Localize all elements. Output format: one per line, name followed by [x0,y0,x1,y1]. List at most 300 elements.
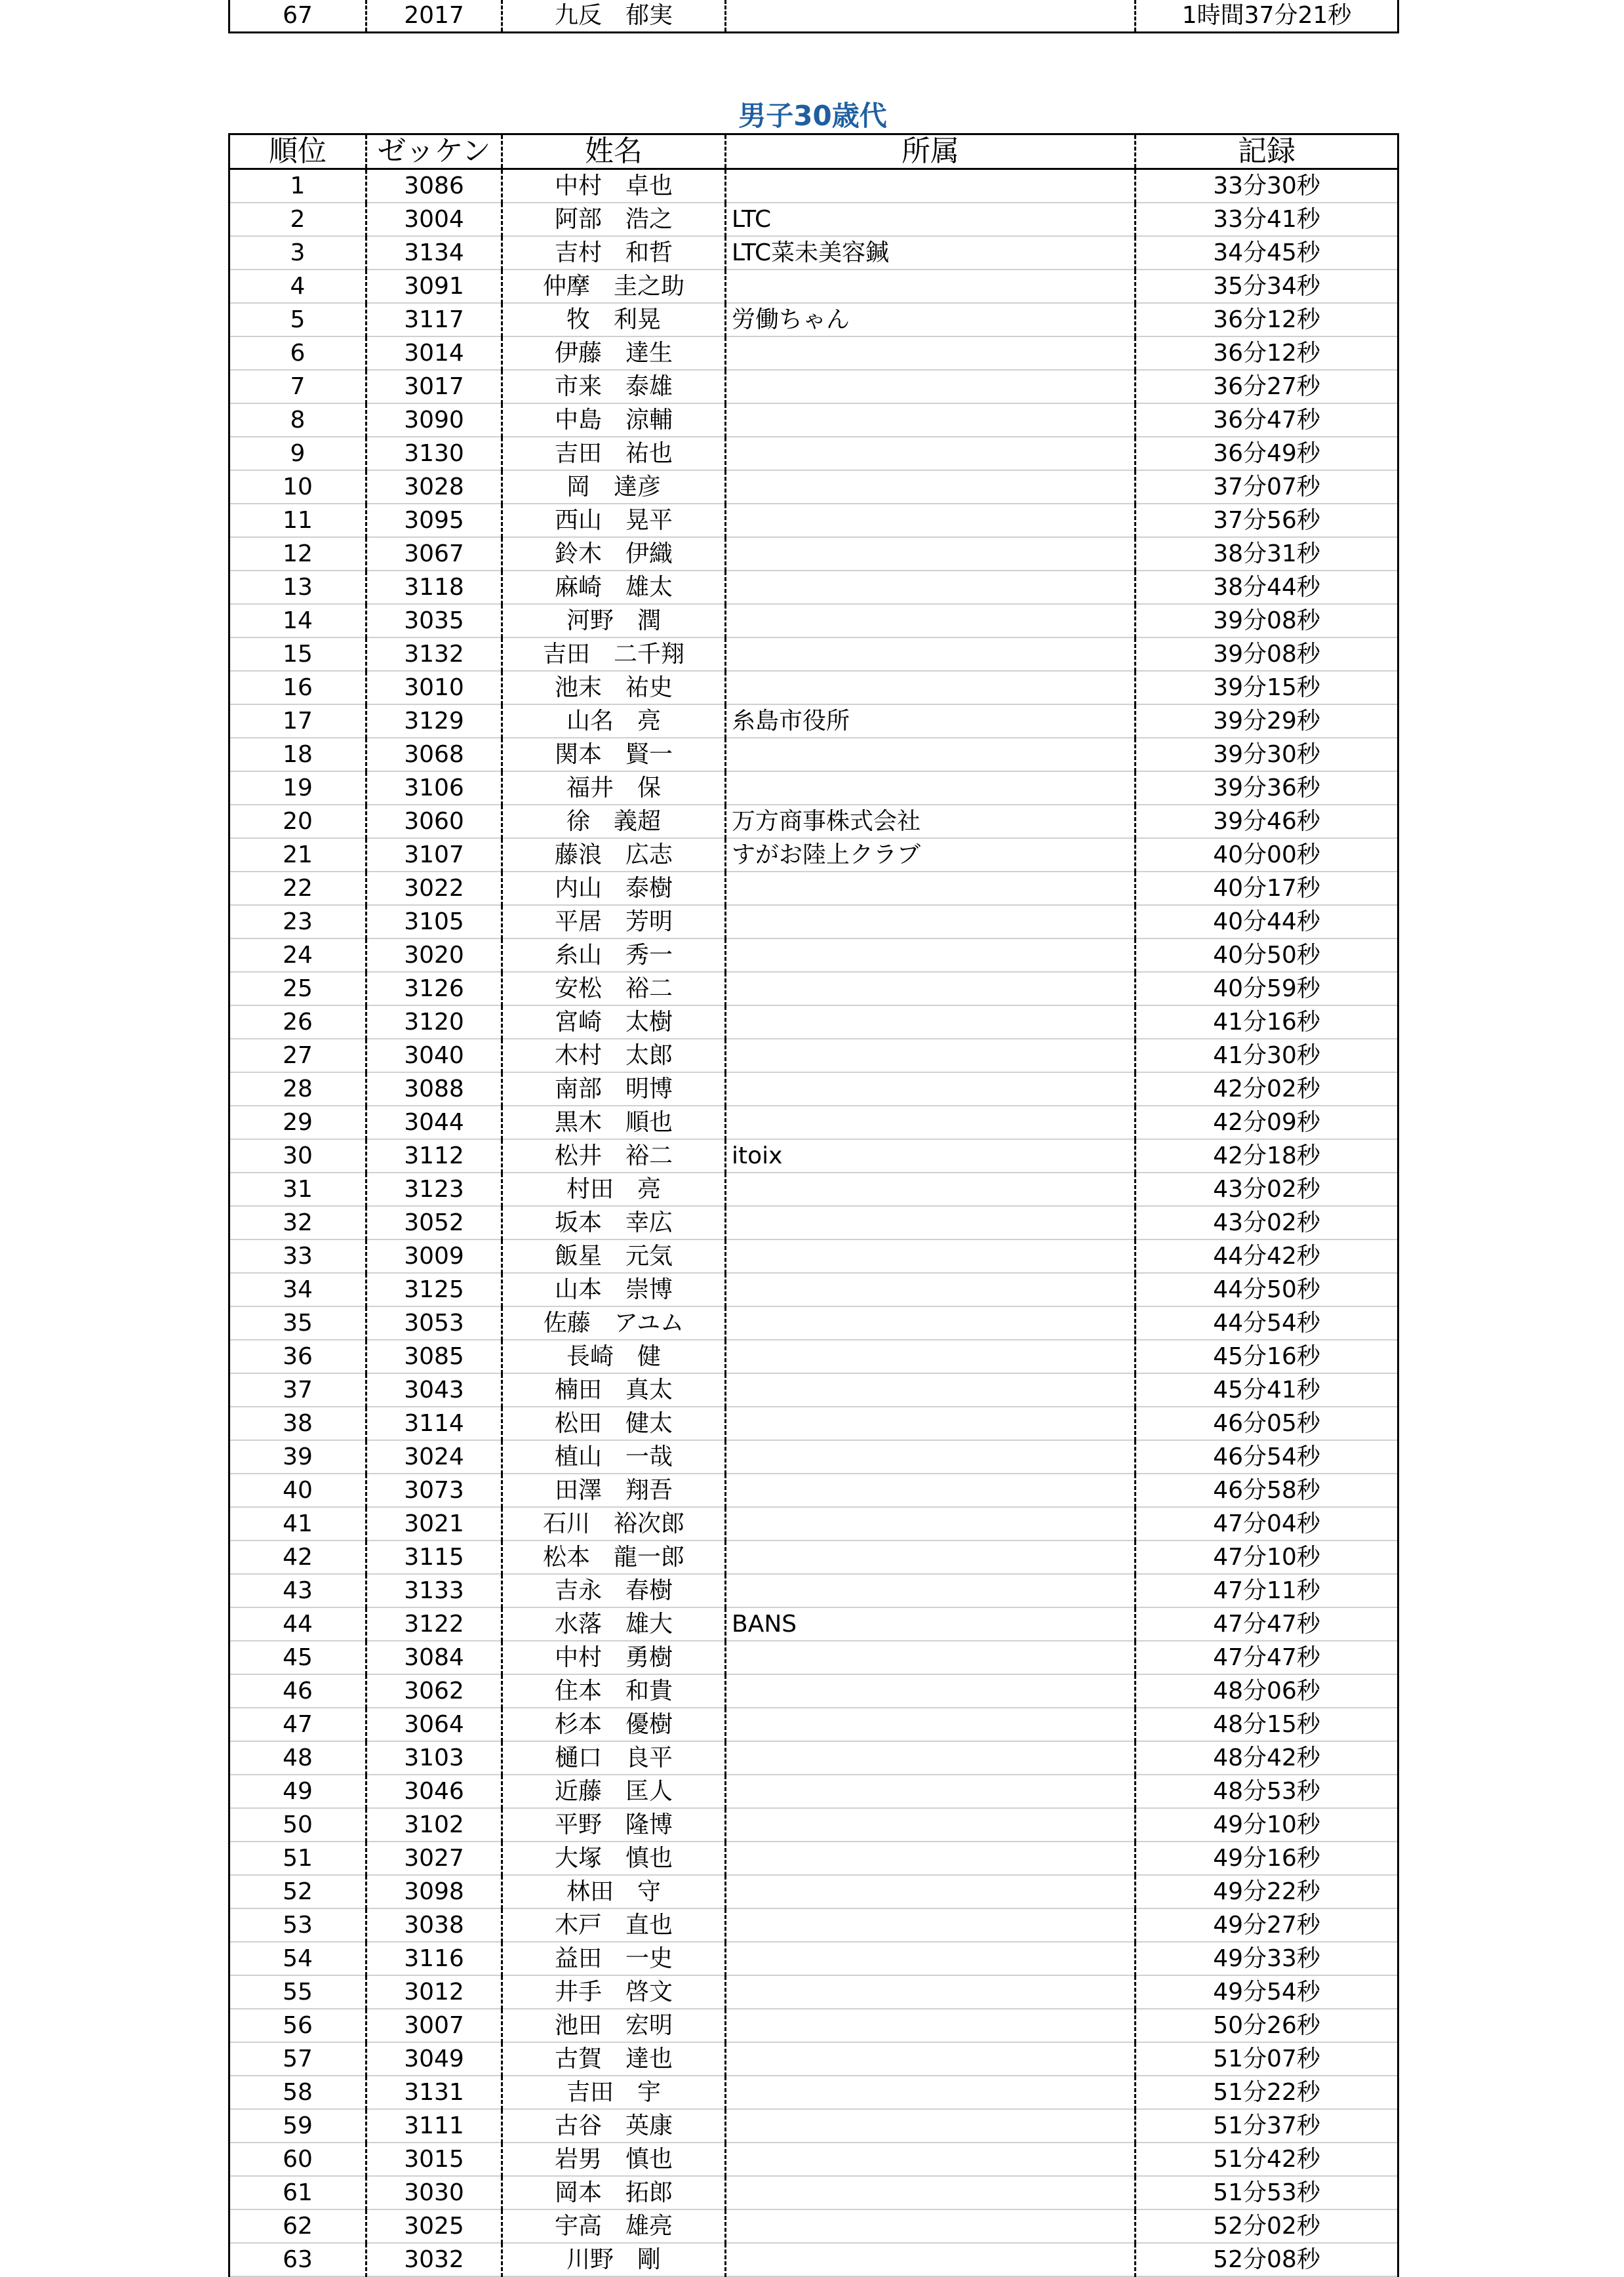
rank-cell: 38 [229,1407,366,1440]
affiliation-cell: LTC [726,203,1136,236]
time-cell: 52分08秒 [1136,2243,1398,2276]
table-row [229,872,1398,905]
bib-cell: 3103 [366,1741,502,1775]
name-cell: 黒木 順也 [502,1106,726,1139]
rank-cell: 13 [229,571,366,604]
name-cell: 河野 潤 [502,604,726,637]
table-row [229,1005,1398,1039]
bib-cell: 3102 [366,1808,502,1842]
time-cell: 51分37秒 [1136,2109,1398,2143]
affiliation-cell [726,1407,1136,1440]
affiliation-cell [726,1741,1136,1775]
bib-cell: 3040 [366,1039,502,1072]
table-row [229,704,1398,738]
affiliation-cell [726,1440,1136,1474]
table-row [229,303,1398,336]
affiliation-cell [726,1842,1136,1875]
rank-cell: 4 [229,270,366,303]
name-cell: 鈴木 伊織 [502,537,726,571]
name-cell: 木村 太郎 [502,1039,726,1072]
affiliation-cell: itoix [726,1139,1136,1173]
table-row [229,905,1398,938]
name-cell: 松田 健太 [502,1407,726,1440]
time-cell: 38分31秒 [1136,537,1398,571]
name-cell: 岩男 慎也 [502,2143,726,2176]
affiliation-cell [726,537,1136,571]
name-cell: 福井 保 [502,771,726,805]
name-cell: 川野 剛 [502,2243,726,2276]
time-cell: 46分58秒 [1136,1474,1398,1507]
time-cell: 37分07秒 [1136,470,1398,504]
table-row [229,1106,1398,1139]
time-cell: 39分15秒 [1136,671,1398,704]
affiliation-cell [726,2109,1136,2143]
name-cell: 大塚 慎也 [502,1842,726,1875]
header-bib: ゼッケン [366,134,502,169]
bib-cell: 3085 [366,1340,502,1373]
affiliation-cell [726,169,1136,203]
table-row [229,1541,1398,1574]
name-cell: 吉村 和哲 [502,236,726,270]
time-cell: 36分12秒 [1136,303,1398,336]
table-row [229,1072,1398,1106]
table-row [229,771,1398,805]
time-cell: 45分16秒 [1136,1340,1398,1373]
table-row [229,838,1398,872]
affiliation-cell [726,437,1136,470]
time-cell: 40分59秒 [1136,972,1398,1005]
bib-cell: 3134 [366,236,502,270]
affiliation-cell [726,2042,1136,2076]
affiliation-cell [726,1574,1136,1607]
bib-cell: 3025 [366,2209,502,2243]
time-cell: 48分15秒 [1136,1708,1398,1741]
rank-cell: 16 [229,671,366,704]
time-cell: 43分02秒 [1136,1206,1398,1239]
rank-cell: 2 [229,203,366,236]
results-body [229,169,1398,2277]
bib-cell: 3017 [366,370,502,403]
affiliation-cell [726,637,1136,671]
bib-cell: 3106 [366,771,502,805]
affiliation-cell [726,2076,1136,2109]
affiliation-cell [726,0,1136,33]
affiliation-cell [726,1306,1136,1340]
time-cell: 42分02秒 [1136,1072,1398,1106]
name-cell: 近藤 匡人 [502,1775,726,1808]
table-row [229,1741,1398,1775]
name-cell: 岡本 拓郎 [502,2176,726,2209]
table-row [229,270,1398,303]
rank-cell: 30 [229,1139,366,1173]
rank-cell: 47 [229,1708,366,1741]
name-cell: 岡 達彦 [502,470,726,504]
table-row [229,1641,1398,1674]
name-cell: 長崎 健 [502,1340,726,1373]
affiliation-cell [726,1340,1136,1373]
rank-cell: 48 [229,1741,366,1775]
name-cell: 宮崎 太樹 [502,1005,726,1039]
bib-cell: 3098 [366,1875,502,1908]
name-cell: 古谷 英康 [502,2109,726,2143]
time-cell: 47分47秒 [1136,1641,1398,1674]
time-cell: 46分05秒 [1136,1407,1398,1440]
affiliation-cell: 糸島市役所 [726,704,1136,738]
name-cell: 中村 勇樹 [502,1641,726,1674]
table-row [229,437,1398,470]
name-cell: 池田 宏明 [502,2009,726,2042]
name-cell: 平野 隆博 [502,1808,726,1842]
bib-cell: 3049 [366,2042,502,2076]
name-cell: 田澤 翔吾 [502,1474,726,1507]
rank-cell: 11 [229,504,366,537]
table-row [229,370,1398,403]
bib-cell: 3062 [366,1674,502,1708]
rank-cell: 45 [229,1641,366,1674]
name-cell: 林田 守 [502,1875,726,1908]
table-row [229,2176,1398,2209]
affiliation-cell [726,1173,1136,1206]
bib-cell: 3024 [366,1440,502,1474]
table-row [229,1607,1398,1641]
rank-cell: 53 [229,1908,366,1942]
rank-cell: 15 [229,637,366,671]
name-cell: 井手 啓文 [502,1975,726,2009]
time-cell: 49分16秒 [1136,1842,1398,1875]
time-cell: 42分09秒 [1136,1106,1398,1139]
rank-cell: 22 [229,872,366,905]
time-cell: 49分33秒 [1136,1942,1398,1975]
rank-cell: 44 [229,1607,366,1641]
rank-cell: 42 [229,1541,366,1574]
table-row [229,0,1398,33]
rank-cell: 7 [229,370,366,403]
bib-cell: 3021 [366,1507,502,1541]
table-row [229,738,1398,771]
table-row [229,1507,1398,1541]
rank-cell: 55 [229,1975,366,2009]
rank-cell: 57 [229,2042,366,2076]
affiliation-cell [726,1708,1136,1741]
affiliation-cell [726,2209,1136,2243]
time-cell: 43分02秒 [1136,1173,1398,1206]
affiliation-cell [726,1005,1136,1039]
bib-cell: 3064 [366,1708,502,1741]
affiliation-cell: LTC菜未美容鍼 [726,236,1136,270]
table-row [229,2076,1398,2109]
rank-cell: 54 [229,1942,366,1975]
rank-cell: 18 [229,738,366,771]
table-row [229,1239,1398,1273]
affiliation-cell [726,872,1136,905]
bib-cell: 3053 [366,1306,502,1340]
table-row [229,1306,1398,1340]
affiliation-cell [726,470,1136,504]
table-row [229,2143,1398,2176]
table-row [229,2109,1398,2143]
affiliation-cell [726,1641,1136,1674]
table-row [229,1975,1398,2009]
bib-cell: 3132 [366,637,502,671]
table-row [229,1440,1398,1474]
section-title: 男子30歳代 [738,100,887,132]
time-cell: 38分44秒 [1136,571,1398,604]
affiliation-cell [726,1507,1136,1541]
affiliation-cell [726,972,1136,1005]
affiliation-cell [726,905,1136,938]
time-cell: 36分12秒 [1136,336,1398,370]
name-cell: 藤浪 広志 [502,838,726,872]
rank-cell: 19 [229,771,366,805]
name-cell: 吉永 春樹 [502,1574,726,1607]
table-row [229,203,1398,236]
time-cell: 39分29秒 [1136,704,1398,738]
time-cell: 47分04秒 [1136,1507,1398,1541]
rank-cell: 20 [229,805,366,838]
time-cell: 49分10秒 [1136,1808,1398,1842]
table-row [229,1674,1398,1708]
rank-cell: 27 [229,1039,366,1072]
bib-cell: 3073 [366,1474,502,1507]
name-cell: 吉田 宇 [502,2076,726,2109]
bib-cell: 3052 [366,1206,502,1239]
affiliation-cell: すがお陸上クラブ [726,838,1136,872]
affiliation-cell [726,604,1136,637]
name-cell: 関本 賢一 [502,738,726,771]
rank-cell: 24 [229,938,366,972]
rank-cell: 25 [229,972,366,1005]
rank-cell: 32 [229,1206,366,1239]
name-cell: 吉田 祐也 [502,437,726,470]
time-cell: 49分54秒 [1136,1975,1398,2009]
time-cell: 36分49秒 [1136,437,1398,470]
table-row [229,1407,1398,1440]
table-row [229,2042,1398,2076]
name-cell: 平居 芳明 [502,905,726,938]
rank-cell: 43 [229,1574,366,1607]
name-cell: 中村 卓也 [502,169,726,203]
time-cell: 49分27秒 [1136,1908,1398,1942]
name-cell: 住本 和貴 [502,1674,726,1708]
name-cell: 松本 龍一郎 [502,1541,726,1574]
bib-cell: 3117 [366,303,502,336]
table-row [229,1842,1398,1875]
rank-cell: 35 [229,1306,366,1340]
affiliation-cell [726,1942,1136,1975]
rank-cell: 60 [229,2143,366,2176]
time-cell: 39分46秒 [1136,805,1398,838]
time-cell: 49分22秒 [1136,1875,1398,1908]
table-row [229,637,1398,671]
bib-cell: 3009 [366,1239,502,1273]
bib-cell: 3107 [366,838,502,872]
name-cell: 内山 泰樹 [502,872,726,905]
name-cell: 仲摩 圭之助 [502,270,726,303]
time-cell: 39分08秒 [1136,637,1398,671]
bib-cell: 3067 [366,537,502,571]
table-row [229,1908,1398,1942]
affiliation-cell [726,1474,1136,1507]
name-cell: 石川 裕次郎 [502,1507,726,1541]
rank-cell: 17 [229,704,366,738]
affiliation-cell [726,2243,1136,2276]
rank-cell: 61 [229,2176,366,2209]
rank-cell: 36 [229,1340,366,1373]
affiliation-cell [726,1039,1136,1072]
name-cell: 楠田 真太 [502,1373,726,1407]
table-row [229,805,1398,838]
table-row [229,2209,1398,2243]
table-row [229,537,1398,571]
bib-cell: 3028 [366,470,502,504]
affiliation-cell [726,1975,1136,2009]
rank-cell: 23 [229,905,366,938]
affiliation-cell [726,403,1136,437]
time-cell: 44分42秒 [1136,1239,1398,1273]
rank-cell: 33 [229,1239,366,1273]
affiliation-cell [726,1206,1136,1239]
time-cell: 46分54秒 [1136,1440,1398,1474]
bib-cell: 3014 [366,336,502,370]
table-row [229,1875,1398,1908]
affiliation-cell [726,1541,1136,1574]
bib-cell: 3004 [366,203,502,236]
time-cell: 34分45秒 [1136,236,1398,270]
name-cell: 水落 雄大 [502,1607,726,1641]
bib-cell: 3111 [366,2109,502,2143]
time-cell: 51分42秒 [1136,2143,1398,2176]
name-cell: 九反 郁実 [502,0,726,33]
table-row [229,1775,1398,1808]
header-time: 記録 [1136,134,1398,169]
time-cell: 48分53秒 [1136,1775,1398,1808]
bib-cell: 3131 [366,2076,502,2109]
rank-cell: 12 [229,537,366,571]
rank-cell: 56 [229,2009,366,2042]
rank-cell: 58 [229,2076,366,2109]
bib-cell: 3012 [366,1975,502,2009]
affiliation-cell [726,1072,1136,1106]
rank-cell: 37 [229,1373,366,1407]
time-cell: 40分00秒 [1136,838,1398,872]
time-cell: 36分47秒 [1136,403,1398,437]
time-cell: 39分36秒 [1136,771,1398,805]
rank-cell: 51 [229,1842,366,1875]
time-cell: 39分30秒 [1136,738,1398,771]
rank-cell: 50 [229,1808,366,1842]
bib-cell: 3030 [366,2176,502,2209]
bib-cell: 3020 [366,938,502,972]
bib-cell: 3007 [366,2009,502,2042]
table-row [229,1340,1398,1373]
bib-cell: 3095 [366,504,502,537]
rank-cell: 63 [229,2243,366,2276]
bib-cell: 3105 [366,905,502,938]
bib-cell: 3010 [366,671,502,704]
name-cell: 木戸 直也 [502,1908,726,1942]
rank-cell: 59 [229,2109,366,2143]
name-cell: 市来 泰雄 [502,370,726,403]
name-cell: 坂本 幸広 [502,1206,726,1239]
rank-cell: 26 [229,1005,366,1039]
affiliation-cell [726,370,1136,403]
table-row [229,1039,1398,1072]
affiliation-cell: BANS [726,1607,1136,1641]
table-row [229,236,1398,270]
table-row [229,1206,1398,1239]
previous-section-table [228,0,1399,33]
bib-cell: 3035 [366,604,502,637]
rank-cell: 3 [229,236,366,270]
name-cell: 南部 明博 [502,1072,726,1106]
affiliation-cell [726,1674,1136,1708]
rank-cell: 6 [229,336,366,370]
time-cell: 50分26秒 [1136,2009,1398,2042]
bib-cell: 3114 [366,1407,502,1440]
rank-cell: 21 [229,838,366,872]
time-cell: 47分47秒 [1136,1607,1398,1641]
table-row [229,504,1398,537]
table-row [229,1373,1398,1407]
header-affiliation: 所属 [726,134,1136,169]
time-cell: 47分10秒 [1136,1541,1398,1574]
table-row [229,938,1398,972]
time-cell: 1時間37分21秒 [1136,0,1398,33]
name-cell: 宇高 雄亮 [502,2209,726,2243]
affiliation-cell [726,1808,1136,1842]
affiliation-cell [726,2009,1136,2042]
bib-cell: 3116 [366,1942,502,1975]
rank-cell: 14 [229,604,366,637]
bib-cell: 3022 [366,872,502,905]
table-row [229,1173,1398,1206]
time-cell: 40分50秒 [1136,938,1398,972]
time-cell: 33分30秒 [1136,169,1398,203]
table-row [229,1474,1398,1507]
name-cell: 飯星 元気 [502,1239,726,1273]
affiliation-cell [726,571,1136,604]
affiliation-cell [726,270,1136,303]
name-cell: 松井 裕二 [502,1139,726,1173]
table-row [229,403,1398,437]
time-cell: 33分41秒 [1136,203,1398,236]
bib-cell: 3043 [366,1373,502,1407]
name-cell: 阿部 浩之 [502,203,726,236]
time-cell: 51分53秒 [1136,2176,1398,2209]
name-cell: 徐 義超 [502,805,726,838]
affiliation-cell [726,1273,1136,1306]
time-cell: 51分22秒 [1136,2076,1398,2109]
table-row [229,2009,1398,2042]
bib-cell: 3090 [366,403,502,437]
name-cell: 中島 涼輔 [502,403,726,437]
results-table [228,133,1399,2277]
table-row [229,671,1398,704]
bib-cell: 3112 [366,1139,502,1173]
table-row [229,169,1398,203]
affiliation-cell [726,504,1136,537]
rank-cell: 62 [229,2209,366,2243]
affiliation-cell: 万方商事株式会社 [726,805,1136,838]
name-cell: 糸山 秀一 [502,938,726,972]
name-cell: 西山 晃平 [502,504,726,537]
affiliation-cell [726,938,1136,972]
name-cell: 牧 利晃 [502,303,726,336]
rank-cell: 40 [229,1474,366,1507]
bib-cell: 3118 [366,571,502,604]
bib-cell: 2017 [366,0,502,33]
bib-cell: 3044 [366,1106,502,1139]
